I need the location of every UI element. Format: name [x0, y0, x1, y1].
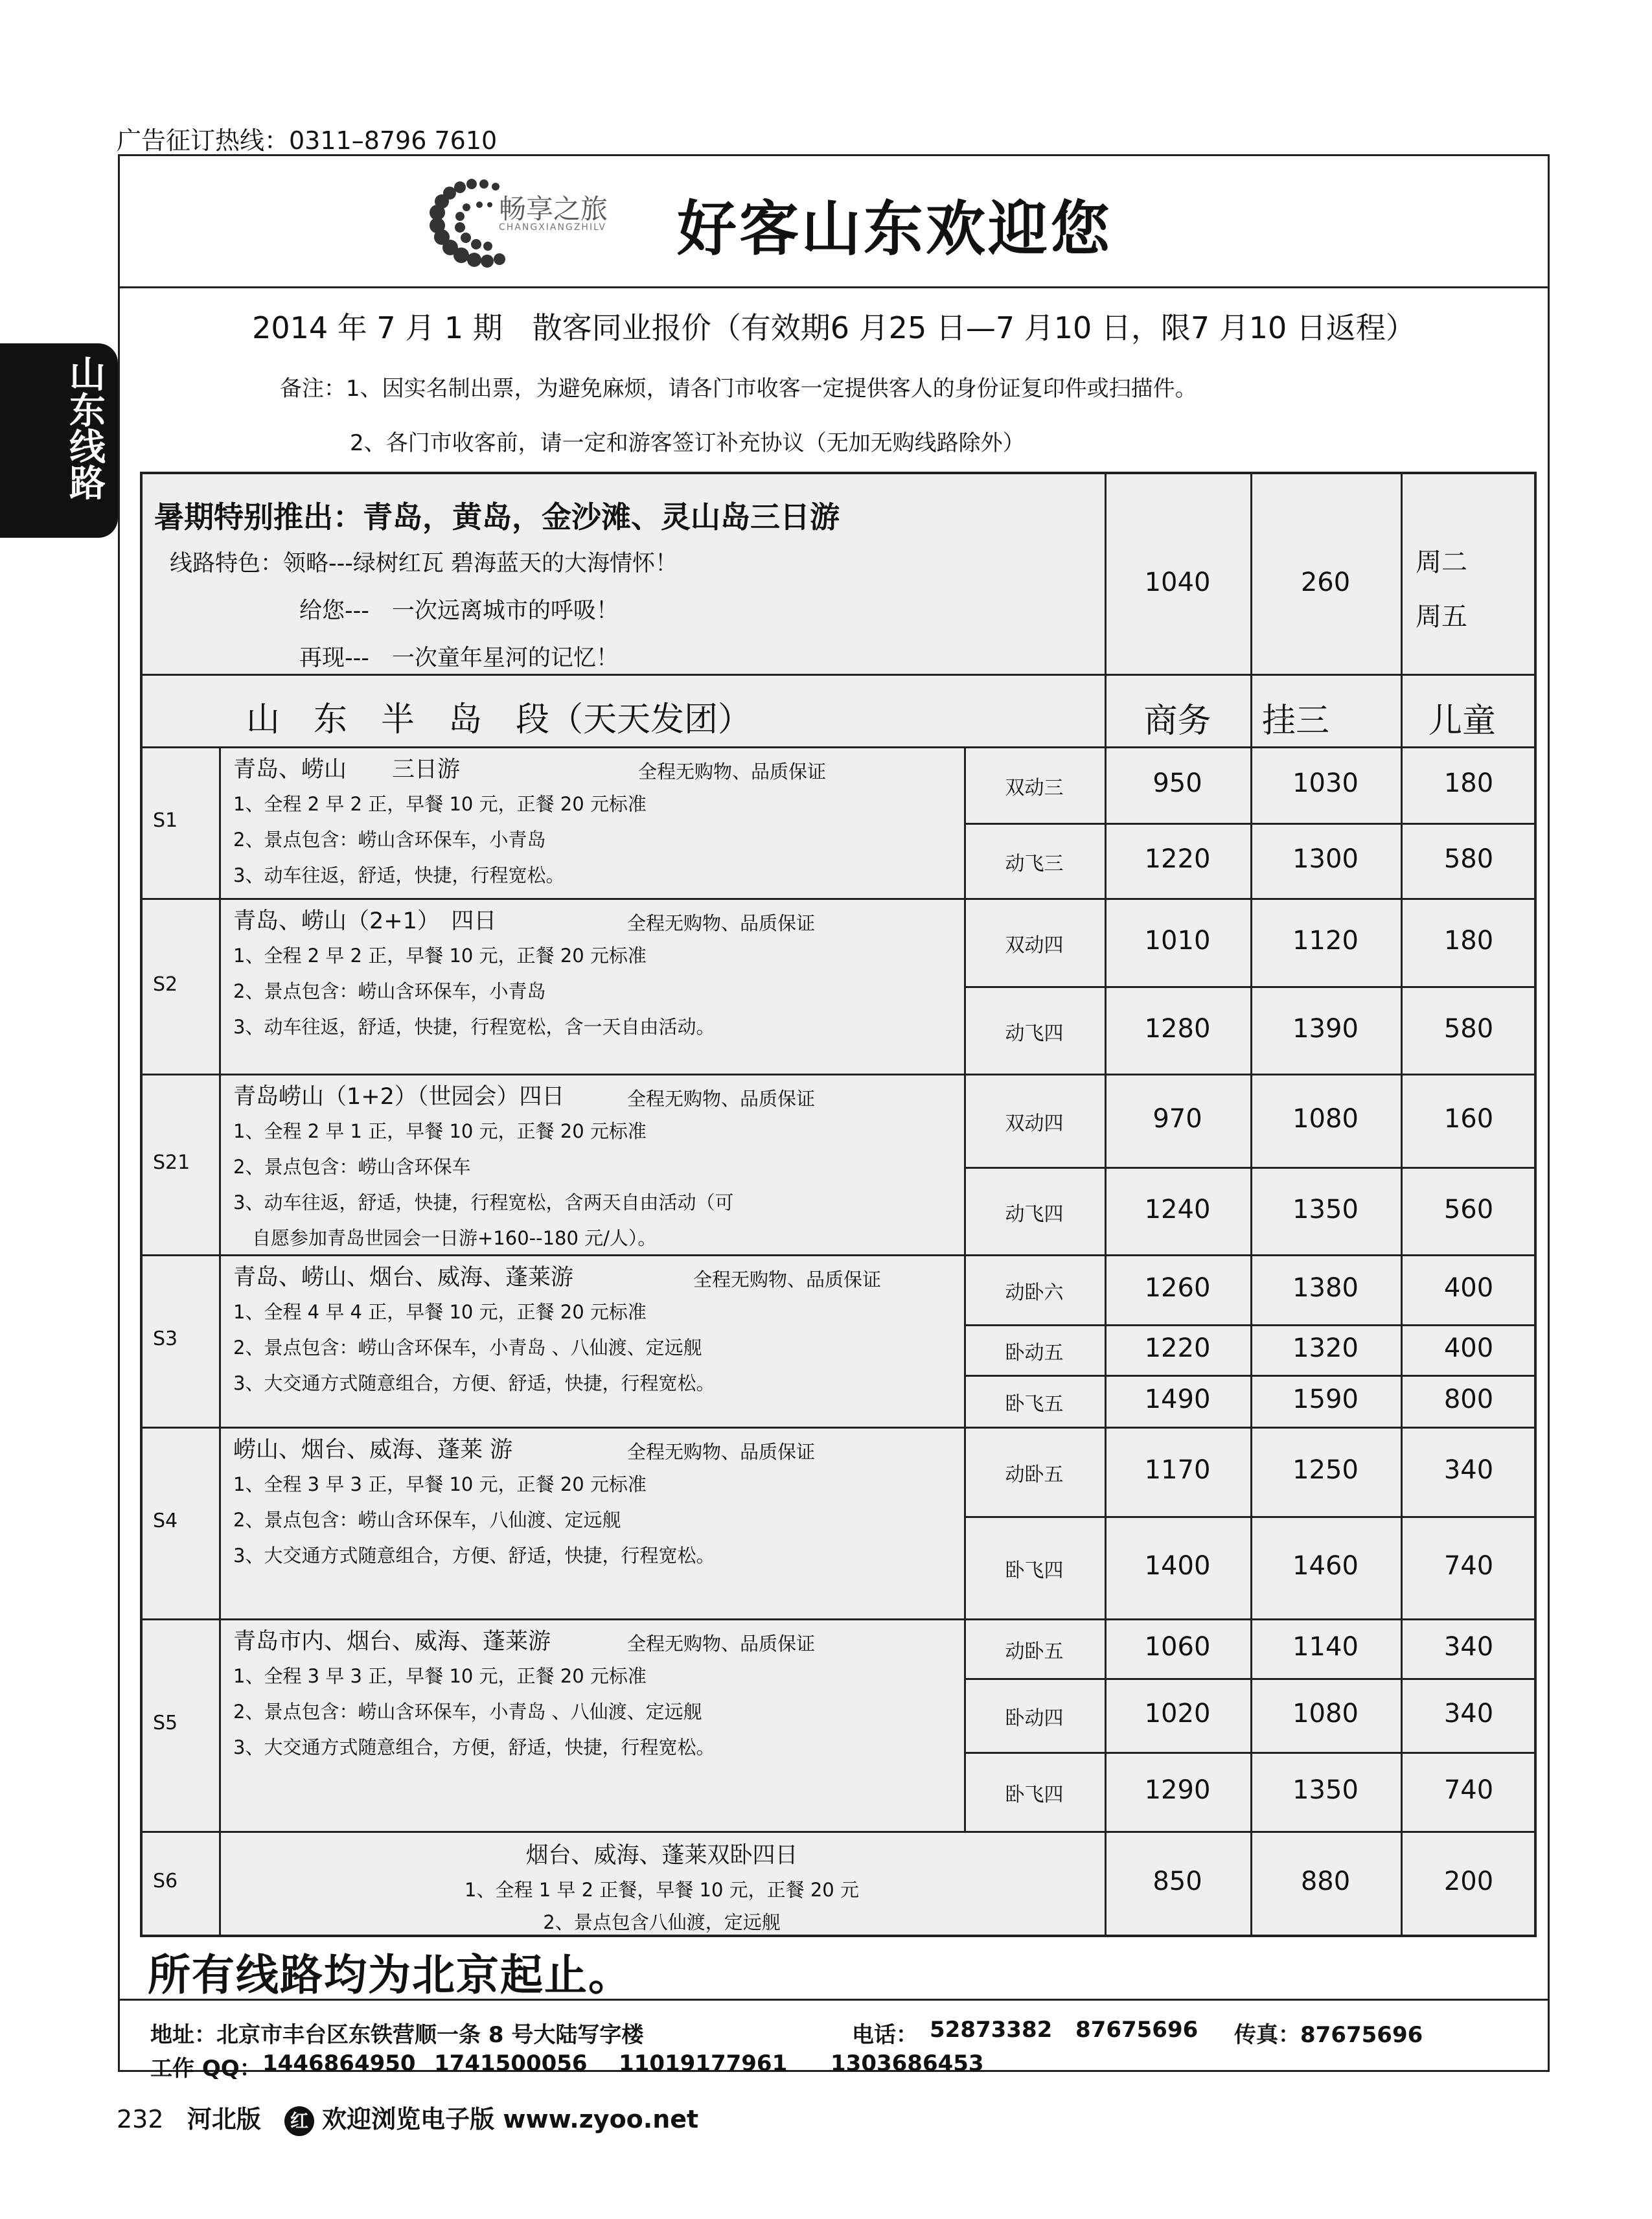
price-business: 1400	[1144, 1551, 1211, 1581]
table-rule	[964, 1516, 1537, 1518]
header-divider	[118, 286, 1550, 288]
price-child: 740	[1443, 1551, 1494, 1581]
price-guasan: 1120	[1292, 926, 1359, 956]
table-rule	[140, 1831, 1537, 1833]
price-business: 1220	[1144, 1333, 1211, 1363]
price-type: 双动三	[1005, 777, 1064, 799]
price-guasan: 1140	[1292, 1632, 1359, 1662]
contact-qq-label: 工作 QQ：	[150, 2056, 262, 2082]
price-guasan: 1080	[1292, 1104, 1359, 1134]
promo-title: 暑期特别推出：青岛，黄岛，金沙滩、灵山岛三日游	[154, 500, 840, 535]
contact-qq: 11019177961	[619, 2051, 788, 2076]
route-detail: 2、景点包含：崂山含环保车，八仙渡、定远舰	[233, 1509, 621, 1531]
route-code: S5	[153, 1712, 178, 1734]
contact-address: 地址：北京市丰台区东铁营顺一条 8 号大陆写字楼	[150, 2022, 644, 2048]
route-detail: 1、全程 4 早 4 正，早餐 10 元，正餐 20 元标准	[233, 1301, 647, 1323]
price-type: 动卧五	[1005, 1640, 1064, 1663]
promo-line: 给您--- 一次远离城市的呼吸！	[299, 598, 619, 624]
route-title: 青岛崂山（1+2）（世园会）四日	[233, 1084, 565, 1110]
route-detail: 2、景点包含：崂山含环保车，小青岛	[233, 980, 546, 1002]
price-business: 1020	[1144, 1699, 1211, 1729]
price-business: 1290	[1144, 1775, 1211, 1805]
contact-qq: 1303686453	[831, 2051, 984, 2076]
section-title: 山 东 半 岛 段（天天发团）	[246, 700, 752, 739]
price-child: 180	[1443, 926, 1494, 956]
route-title: 烟台、威海、蓬莱双卧四日	[525, 1843, 798, 1868]
price-type: 双动四	[1005, 934, 1064, 957]
table-rule	[219, 746, 221, 1935]
price-business: 950	[1153, 768, 1202, 798]
route-detail: 1、全程 3 早 3 正，早餐 10 元，正餐 20 元标准	[233, 1665, 647, 1687]
page-number: 232	[117, 2105, 164, 2133]
price-business: 1240	[1144, 1194, 1211, 1224]
route-detail: 3、大交通方式随意组合，方便、舒适，快捷，行程宽松。	[233, 1545, 715, 1567]
table-rule	[964, 1752, 1537, 1754]
price-guasan: 1590	[1292, 1385, 1359, 1414]
price-guasan: 1390	[1292, 1013, 1359, 1044]
price-business: 1280	[1144, 1013, 1211, 1044]
route-detail: 2、景点包含八仙渡，定远舰	[543, 1911, 781, 1933]
route-detail: 2、景点包含：崂山含环保车，小青岛 、八仙渡、定远舰	[233, 1701, 702, 1723]
price-guasan: 1320	[1292, 1333, 1359, 1363]
table-rule	[964, 1678, 1537, 1680]
table-rule	[140, 1427, 1537, 1429]
route-detail: 3、动车往返，舒适，快捷，行程宽松，含一天自由活动。	[233, 1016, 715, 1038]
col-header-child: 儿童	[1428, 702, 1496, 741]
contact-phone-label: 电话：	[852, 2022, 918, 2048]
route-detail: 3、动车往返，舒适，快捷，行程宽松，含两天自由活动（可	[233, 1191, 734, 1213]
header-slogan: 好客山东欢迎您	[677, 194, 1113, 264]
price-business: 1220	[1144, 844, 1211, 874]
price-child: 580	[1443, 844, 1494, 874]
price-type: 动卧五	[1005, 1464, 1064, 1486]
price-child: 560	[1443, 1194, 1494, 1224]
route-detail: 3、大交通方式随意组合，方便、舒适，快捷，行程宽松。	[233, 1372, 715, 1394]
route-detail: 自愿参加青岛世园会一日游+160--180 元/人）。	[233, 1227, 657, 1249]
promo-line: 线路特色：领略---绿树红瓦 碧海蓝天的大海情怀！	[170, 551, 678, 577]
table-rule	[140, 674, 1537, 676]
price-guasan: 1080	[1292, 1699, 1359, 1729]
price-child: 400	[1443, 1333, 1494, 1363]
route-detail: 1、全程 2 早 2 正，早餐 10 元，正餐 20 元标准	[233, 793, 647, 815]
price-guasan: 1030	[1292, 768, 1359, 798]
route-detail: 1、全程 2 早 1 正，早餐 10 元，正餐 20 元标准	[233, 1120, 647, 1142]
note-1: 备注：1、因实名制出票，为避免麻烦，请各门市收客一定提供客人的身份证复印件或扫描件。	[280, 376, 1197, 402]
price-business: 1060	[1144, 1632, 1211, 1662]
route-tag: 全程无购物、品质保证	[627, 1088, 816, 1110]
price-type: 双动四	[1005, 1112, 1064, 1135]
price-guasan: 1250	[1292, 1455, 1359, 1485]
price-type: 动卧六	[1005, 1282, 1064, 1304]
route-detail: 3、大交通方式随意组合，方便，舒适，快捷，行程宽松。	[233, 1736, 715, 1758]
route-title: 青岛、崂山 三日游	[233, 757, 461, 783]
price-guasan: 1350	[1292, 1775, 1359, 1805]
red-badge-icon: 红	[284, 2106, 314, 2136]
table-rule	[140, 898, 1537, 900]
col-header-business: 商务	[1143, 702, 1211, 741]
contact-qq: 1446864950	[262, 2051, 416, 2076]
side-tab-label: 山东线路	[63, 355, 106, 500]
table-rule	[964, 1427, 966, 1618]
route-detail: 1、全程 2 早 2 正，早餐 10 元，正餐 20 元标准	[233, 945, 647, 967]
route-code: S3	[153, 1328, 178, 1350]
price-guasan: 1460	[1292, 1551, 1359, 1581]
price-type: 卧飞五	[1005, 1393, 1064, 1416]
price-child: 200	[1443, 1867, 1494, 1896]
table-rule	[964, 986, 1537, 988]
logo-subtext: CHANGXIANGZHILV	[499, 222, 606, 233]
promo-day: 周五	[1416, 602, 1467, 632]
price-business: 1260	[1144, 1273, 1211, 1303]
footer-slogan: 所有线路均为北京起止。	[148, 1950, 632, 2000]
price-type: 卧飞四	[1005, 1559, 1064, 1582]
route-tag: 全程无购物、品质保证	[638, 761, 827, 783]
price-child: 340	[1443, 1632, 1494, 1662]
price-type: 卧动五	[1005, 1342, 1064, 1364]
route-detail: 1、全程 1 早 2 正餐，早餐 10 元，正餐 20 元	[465, 1879, 859, 1901]
route-title: 青岛市内、烟台、威海、蓬莱游	[233, 1629, 551, 1655]
route-code: S4	[153, 1510, 178, 1532]
promo-line: 再现--- 一次童年星河的记忆！	[299, 645, 619, 671]
price-type: 动飞四	[1005, 1202, 1064, 1226]
route-tag: 全程无购物、品质保证	[693, 1269, 882, 1291]
edition-label: 河北版	[187, 2105, 261, 2133]
price-child: 800	[1443, 1385, 1494, 1414]
price-guasan: 1350	[1292, 1194, 1359, 1224]
price-type: 卧飞四	[1005, 1784, 1064, 1806]
route-title: 青岛、崂山（2+1） 四日	[233, 908, 497, 934]
table-rule	[140, 746, 1537, 748]
table-rule	[140, 1074, 1537, 1075]
table-rule	[964, 1375, 1537, 1377]
price-type: 动飞三	[1005, 853, 1064, 875]
price-child: 580	[1443, 1013, 1494, 1044]
price-business: 970	[1153, 1104, 1202, 1134]
price-business: 1010	[1144, 926, 1211, 956]
price-guasan: 880	[1300, 1867, 1351, 1896]
col-header-guasan: 挂三	[1261, 702, 1329, 741]
route-detail: 1、全程 3 早 3 正，早餐 10 元，正餐 20 元标准	[233, 1473, 647, 1495]
route-tag: 全程无购物、品质保证	[627, 912, 816, 934]
contact-phone: 52873382	[930, 2017, 1053, 2043]
page-title: 2014 年 7 月 1 期 散客同业报价（有效期6 月25 日—7 月10 日，限7 月10 日返程）	[252, 310, 1416, 345]
footer-website: 欢迎浏览电子版 www.zyoo.net	[322, 2105, 699, 2133]
price-type: 卧动四	[1005, 1707, 1064, 1730]
route-tag: 全程无购物、品质保证	[627, 1441, 816, 1463]
route-code: S2	[153, 972, 178, 996]
route-title: 崂山、烟台、威海、蓬莱 游	[233, 1437, 513, 1463]
route-tag: 全程无购物、品质保证	[627, 1633, 816, 1655]
price-business: 1490	[1144, 1385, 1211, 1414]
price-child: 160	[1443, 1104, 1494, 1134]
note-2: 2、各门市收客前，请一定和游客签订补充协议（无加无购线路除外）	[350, 430, 1025, 456]
contact-fax: 传真：87675696	[1234, 2022, 1423, 2048]
table-rule	[964, 823, 1537, 825]
table-rule	[964, 1167, 1537, 1169]
page-footer	[117, 2099, 698, 2136]
price-business: 850	[1153, 1867, 1202, 1896]
route-detail: 3、动车往返，舒适，快捷，行程宽松。	[233, 864, 565, 886]
price-child: 340	[1443, 1699, 1494, 1729]
price-business: 1170	[1144, 1455, 1211, 1485]
route-detail: 2、景点包含：崂山含环保车	[233, 1156, 471, 1178]
price-child: 400	[1443, 1273, 1494, 1303]
route-detail: 2、景点包含：崂山含环保车，小青岛	[233, 829, 546, 851]
table-rule	[964, 1324, 1537, 1326]
route-title: 青岛、崂山、烟台、威海、蓬莱游	[233, 1265, 574, 1291]
promo-price-child: 260	[1300, 568, 1351, 597]
table-rule	[964, 1074, 966, 1254]
promo-day: 周二	[1416, 547, 1467, 577]
price-guasan: 1380	[1292, 1273, 1359, 1303]
ad-hotline: 广告征订热线：0311–8796 7610	[117, 126, 498, 155]
route-detail: 2、景点包含：崂山含环保车，小青岛 、八仙渡、定远舰	[233, 1337, 702, 1359]
table-rule	[140, 1618, 1537, 1620]
price-child: 740	[1443, 1775, 1494, 1805]
logo-text: 畅享之旅	[499, 193, 608, 225]
contact-phone: 87675696	[1075, 2017, 1199, 2043]
contact-qq: 1741500056	[434, 2051, 588, 2076]
price-child: 180	[1443, 768, 1494, 798]
price-child: 340	[1443, 1455, 1494, 1485]
promo-price-adult: 1040	[1144, 568, 1211, 597]
price-guasan: 1300	[1292, 844, 1359, 874]
route-code: S1	[153, 809, 178, 832]
price-type: 动飞四	[1005, 1022, 1064, 1045]
route-code: S21	[153, 1151, 190, 1174]
footer-divider	[118, 1999, 1550, 2001]
route-code: S6	[153, 1870, 178, 1892]
